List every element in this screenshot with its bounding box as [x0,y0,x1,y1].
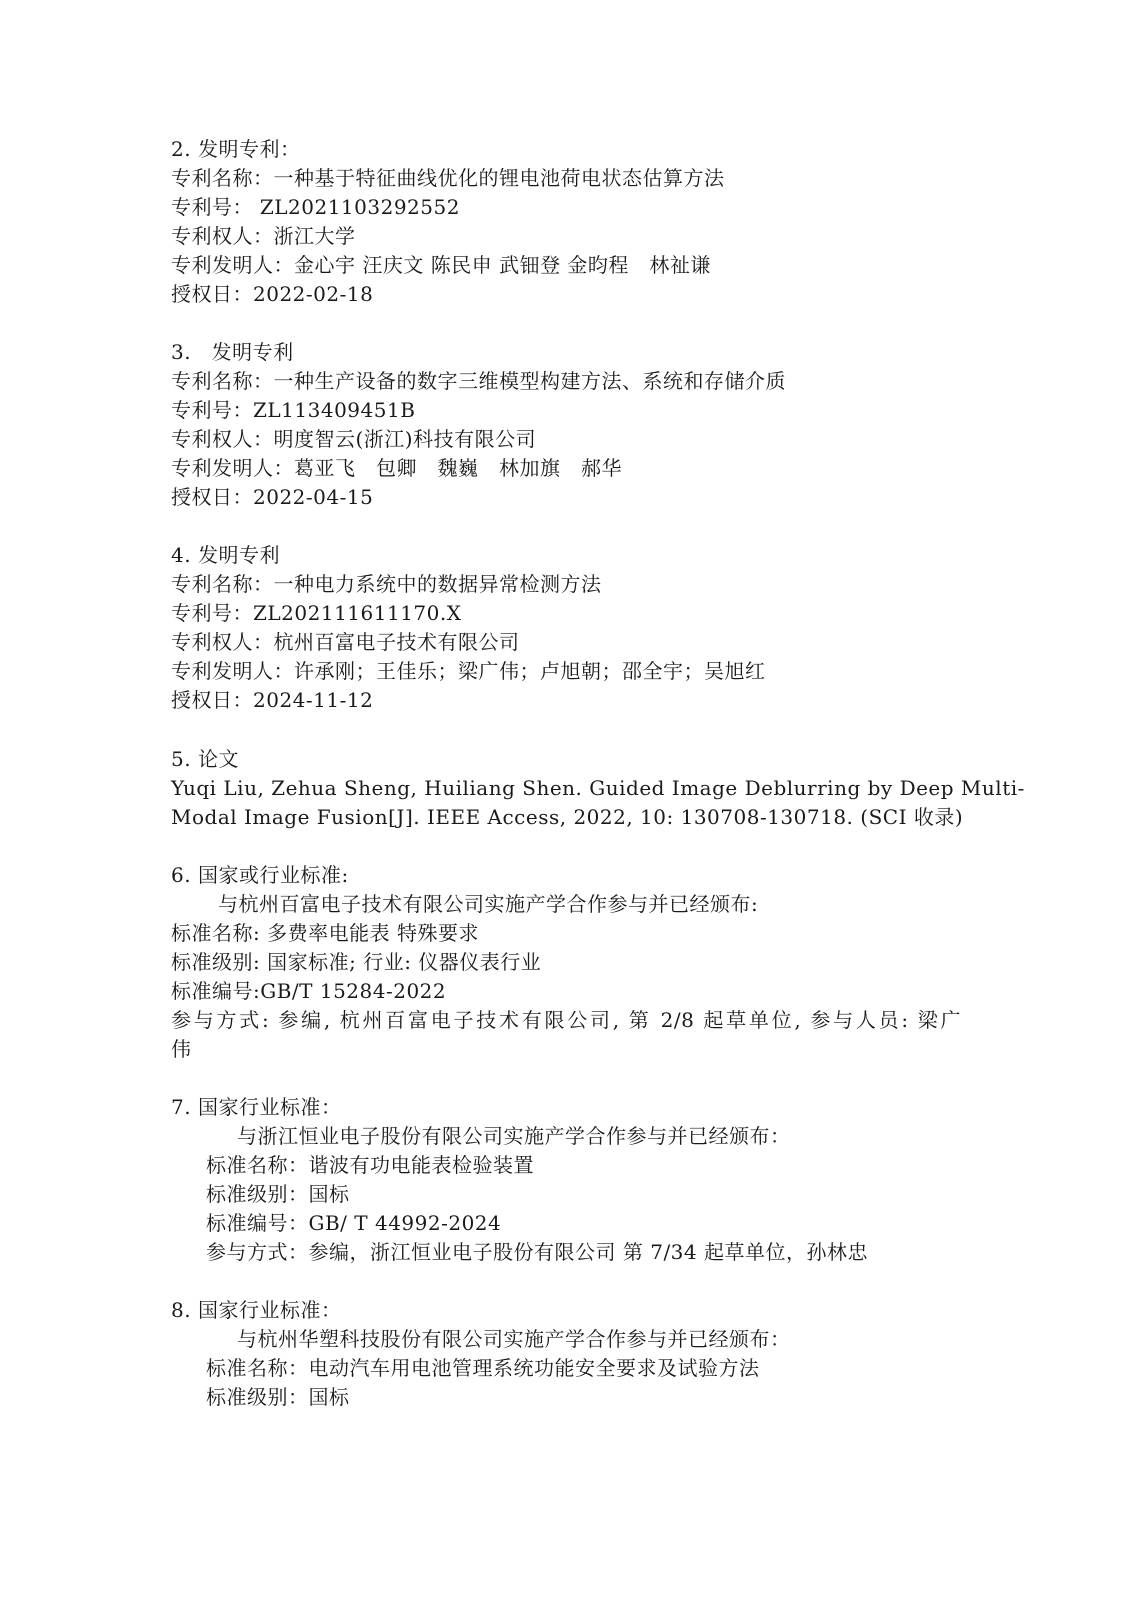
standard-participation: 参与方式：参编，浙江恒业电子股份有限公司 第 7/34 起草单位，孙林忠 [206,1240,868,1264]
grant-date: 授权日：2024-11-12 [171,688,374,712]
grant-date: 授权日：2022-04-15 [171,485,374,509]
patent-name: 专利名称：一种电力系统中的数据异常检测方法 [171,572,602,596]
patent-number: 专利号： ZL2021103292552 [171,195,460,219]
section-2-heading: 2. 发明专利： [171,137,301,161]
section-7-heading: 7. 国家行业标准： [171,1095,342,1119]
standard-level: 标准级别: 国家标准; 行业: 仪器仪表行业 [171,950,542,974]
patent-inventors: 专利发明人：金心宇 汪庆文 陈民申 武钿登 金昀程 林祉谦 [171,253,711,277]
standard-number: 标准编号：GB/ T 44992-2024 [206,1211,502,1235]
standard-intro: 与浙江恒业电子股份有限公司实施产学合作参与并已经颁布： [237,1124,791,1148]
section-3-heading: 3. 发明专利 [171,340,294,364]
paper-citation-line-2: Modal Image Fusion[J]. IEEE Access, 2022, 10: 130708-130718. (SCI 收录) [171,805,964,829]
standard-participation-line-2: 伟 [171,1037,192,1061]
patent-number: 专利号：ZL113409451B [171,398,416,422]
patent-inventors: 专利发明人：许承刚；王佳乐；梁广伟；卢旭朝；邵全宇；吴旭红 [171,659,766,683]
standard-name: 标准名称: 多费率电能表 特殊要求 [171,921,479,945]
section-5-heading: 5. 论文 [171,747,239,771]
standard-intro: 与杭州百富电子技术有限公司实施产学合作参与并已经颁布: [218,892,759,916]
standard-number: 标准编号:GB/T 15284-2022 [171,979,447,1003]
section-4-heading: 4. 发明专利 [171,543,280,567]
patent-name: 专利名称：一种生产设备的数字三维模型构建方法、系统和存储介质 [171,369,786,393]
patent-owner: 专利权人：浙江大学 [171,224,356,248]
section-6-heading: 6. 国家或行业标准: [171,863,349,887]
section-8-heading: 8. 国家行业标准： [171,1298,342,1322]
standard-name: 标准名称：电动汽车用电池管理系统功能安全要求及试验方法 [206,1356,760,1380]
patent-number: 专利号：ZL202111611170.X [171,601,462,625]
standard-participation-line-1: 参与方式: 参编, 杭州百富电子技术有限公司, 第 2/8 起草单位, 参与人员: 梁广 [171,1008,961,1032]
grant-date: 授权日：2022-02-18 [171,282,374,306]
patent-owner: 专利权人：杭州百富电子技术有限公司 [171,630,520,654]
patent-inventors: 专利发明人：葛亚飞 包卿 魏巍 林加旗 郝华 [171,456,622,480]
standard-name: 标准名称：谐波有功电能表检验装置 [206,1153,534,1177]
standard-level: 标准级别：国标 [206,1385,350,1409]
standard-level: 标准级别：国标 [206,1182,350,1206]
paper-citation-line-1: Yuqi Liu, Zehua Sheng, Huiliang Shen. Guided Image Deblurring by Deep Multi- [171,776,1025,800]
standard-intro: 与杭州华塑科技股份有限公司实施产学合作参与并已经颁布： [237,1327,791,1351]
patent-name: 专利名称：一种基于特征曲线优化的锂电池荷电状态估算方法 [171,166,725,190]
patent-owner: 专利权人：明度智云(浙江)科技有限公司 [171,427,537,451]
